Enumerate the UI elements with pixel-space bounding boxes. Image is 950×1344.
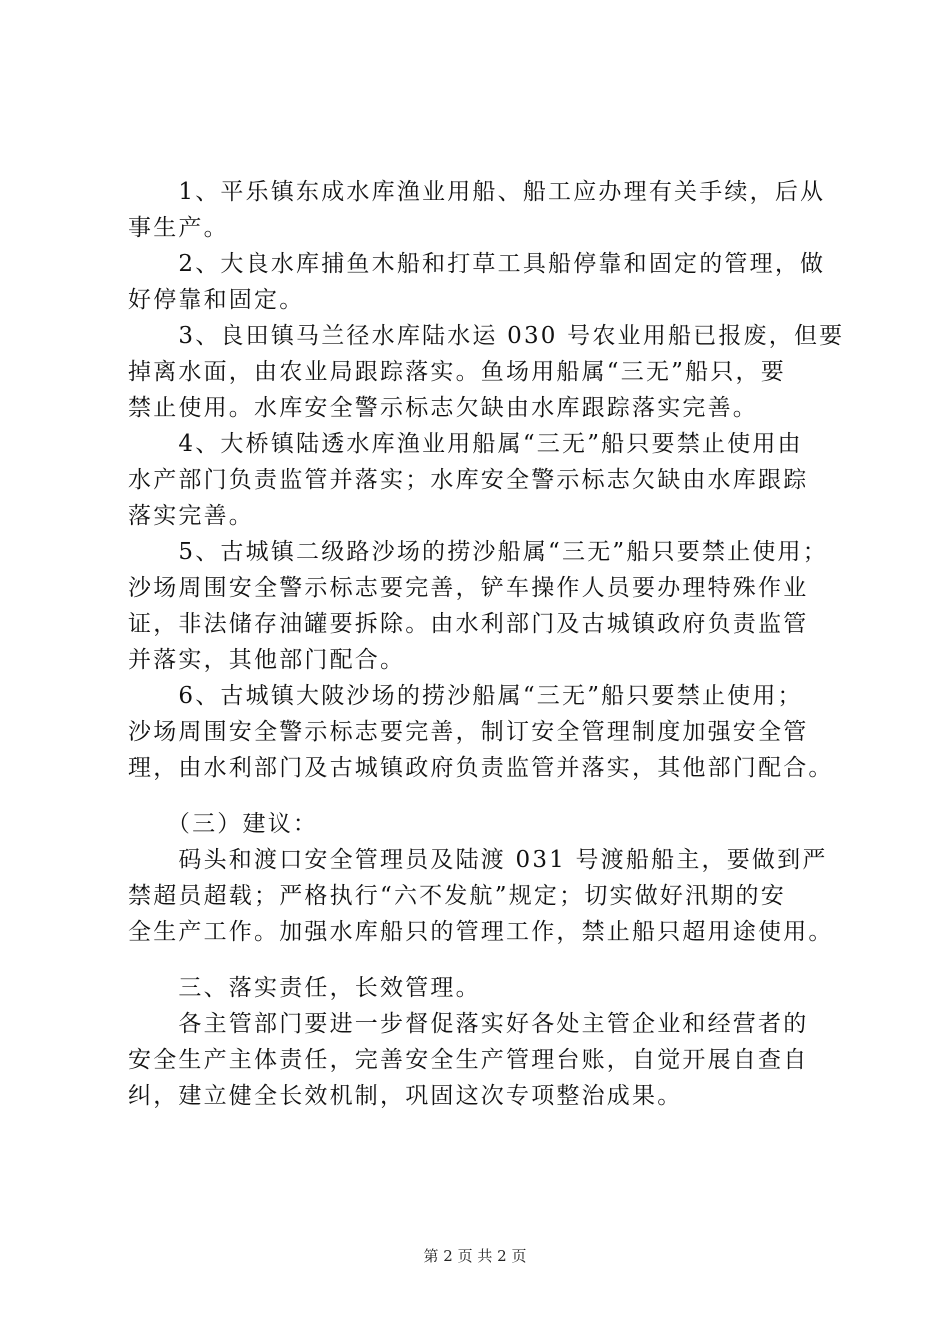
paragraph-gap (128, 786, 850, 806)
text-line: 2、大良水库捕鱼木船和打草工具船停靠和固定的管理，做 (128, 251, 826, 277)
paragraph-suggestions (128, 842, 850, 950)
page-number-footer: 第 2 页 共 2 页 (423, 1247, 527, 1265)
text-line: 禁止使用。水库安全警示标志欠缺由水库跟踪落实完善。 (128, 395, 758, 421)
text-line: 全生产工作。加强水库船只的管理工作，禁止船只超用途使用。 (128, 919, 834, 945)
paragraph-item-4 (128, 426, 850, 534)
text-line: 证，非法储存油罐要拆除。由水利部门及古城镇政府负责监管 (128, 611, 809, 637)
text-line: 好停靠和固定。 (128, 287, 305, 313)
paragraph-item-2 (128, 246, 850, 318)
paragraph-gap (128, 950, 850, 970)
paragraph-item-6 (128, 678, 850, 786)
text-line: 1、平乐镇东成水库渔业用船、船工应办理有关手续，后从 (128, 179, 826, 205)
text-line: 各主管部门要进一步督促落实好各处主管企业和经营者的 (128, 1011, 809, 1037)
heading-line: 三、落实责任，长效管理。 (128, 975, 481, 1001)
paragraph-responsibility (128, 1006, 850, 1114)
text-line: 理，由水利部门及古城镇政府负责监管并落实，其他部门配合。 (128, 755, 834, 781)
section-heading-responsibility (128, 970, 850, 1006)
text-line: 码头和渡口安全管理员及陆渡 031 号渡船船主，要做到严 (128, 847, 828, 873)
text-line: 禁超员超载；严格执行“六不发航”规定；切实做好汛期的安 (128, 883, 786, 909)
text-line: 纠，建立健全长效机制，巩固这次专项整治成果。 (128, 1083, 683, 1109)
text-line: 沙场周围安全警示标志要完善，制订安全管理制度加强安全管 (128, 719, 809, 745)
paragraph-item-3 (128, 318, 850, 426)
text-line: 并落实，其他部门配合。 (128, 647, 406, 673)
text-line: 落实完善。 (128, 503, 254, 529)
document-body (128, 174, 850, 1114)
text-line: 掉离水面，由农业局跟踪落实。鱼场用船属“三无”船只，要 (128, 359, 786, 385)
section-heading-suggestions (128, 806, 850, 842)
text-line: 事生产。 (128, 215, 229, 241)
paragraph-item-5 (128, 534, 850, 678)
paragraph-item-1 (128, 174, 850, 246)
text-line: 水产部门负责监管并落实；水库安全警示标志欠缺由水库跟踪 (128, 467, 809, 493)
text-line: 5、古城镇二级路沙场的捞沙船属“三无”船只要禁止使用； (128, 539, 828, 565)
text-line: 3、良田镇马兰径水库陆水运 030 号农业用船已报废，但要 (128, 323, 845, 349)
heading-line: （三）建议： (128, 811, 319, 837)
text-line: 沙场周围安全警示标志要完善，铲车操作人员要办理特殊作业 (128, 575, 809, 601)
text-line: 安全生产主体责任，完善安全生产管理台账，自觉开展自查自 (128, 1047, 809, 1073)
text-line: 6、古城镇大陂沙场的捞沙船属“三无”船只要禁止使用； (128, 683, 803, 709)
text-line: 4、大桥镇陆透水库渔业用船属“三无”船只要禁止使用由 (128, 431, 803, 457)
